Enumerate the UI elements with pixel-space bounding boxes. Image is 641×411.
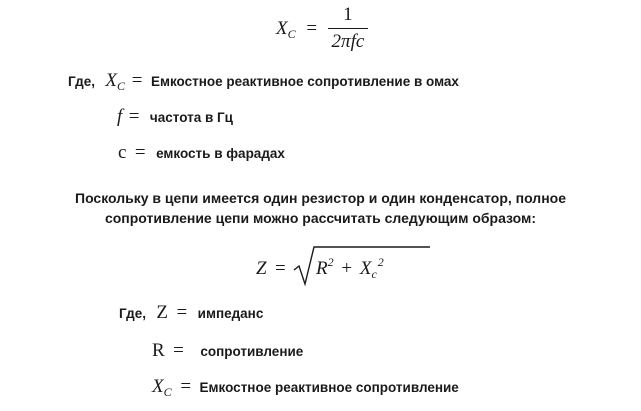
defs1-row-f [117,106,233,128]
defs1-xc-sub: C [117,79,126,93]
formula1-lhs [276,18,300,39]
defs1-f-description: частота в Гц [149,110,233,125]
formula1-fraction [328,4,369,53]
defs2-row-xc [152,376,459,398]
defs1-where-label: Где, [68,74,95,89]
formula1-denominator: 2πfc [328,28,369,53]
formula1-numerator: 1 [343,4,353,25]
formula2-x-exp: 2 [377,255,384,269]
defs2-xc-sub: C [163,385,172,399]
formula1-equals: = [306,17,318,39]
capacitive-reactance-formula [276,4,368,53]
defs1-c-symbol: c [118,142,127,163]
defs1-row-xc [68,70,459,92]
defs1-xc-description: Емкостное реактивное сопротивление в омах [150,74,459,89]
formula1-lhs-sub: C [287,26,296,41]
defs1-c-equals: = [134,142,146,163]
formula1-lhs-main: X [276,17,288,39]
defs2-z-equals: = [176,302,188,323]
defs1-row-c [118,142,285,164]
formula2-x: X [359,258,372,279]
defs2-xc-symbol [152,376,176,397]
formula2-x-sub: c [371,267,377,281]
formula2-radicand [316,255,384,281]
formula2-r: R [316,258,328,279]
defs2-row-z [119,302,263,324]
defs2-xc-main: X [152,376,164,397]
formula2-equals: = [275,258,286,279]
defs1-xc-symbol [105,70,129,91]
defs2-row-r [152,340,303,362]
defs2-z-description: импеданс [197,306,264,321]
defs2-r-equals: = [173,340,184,361]
defs2-r-symbol: R [152,340,165,361]
defs2-r-description: сопротивление [200,344,304,359]
defs1-c-description: емкость в фарадах [156,146,285,161]
defs1-f-symbol: f [117,106,123,127]
formula2-plus: + [341,258,353,279]
defs1-xc-equals: = [131,70,143,91]
defs2-where-label: Где, [119,306,146,321]
defs2-xc-description: Емкостное реактивное сопротивление [199,380,459,395]
formula2-r-exp: 2 [327,255,334,269]
defs2-xc-equals: = [180,376,192,397]
defs1-xc-main: X [105,70,118,91]
defs2-z-symbol: Z [156,302,169,323]
defs1-f-equals: = [128,106,140,127]
formula2-lhs: Z [256,258,267,279]
paragraph-line-2: сопротивление цепи можно рассчитать следующим образом: [104,210,537,226]
paragraph-line-1: Поскольку в цепи имеется один резистор и один конденсатор, полное [75,190,566,206]
impedance-intro-paragraph [0,188,641,228]
